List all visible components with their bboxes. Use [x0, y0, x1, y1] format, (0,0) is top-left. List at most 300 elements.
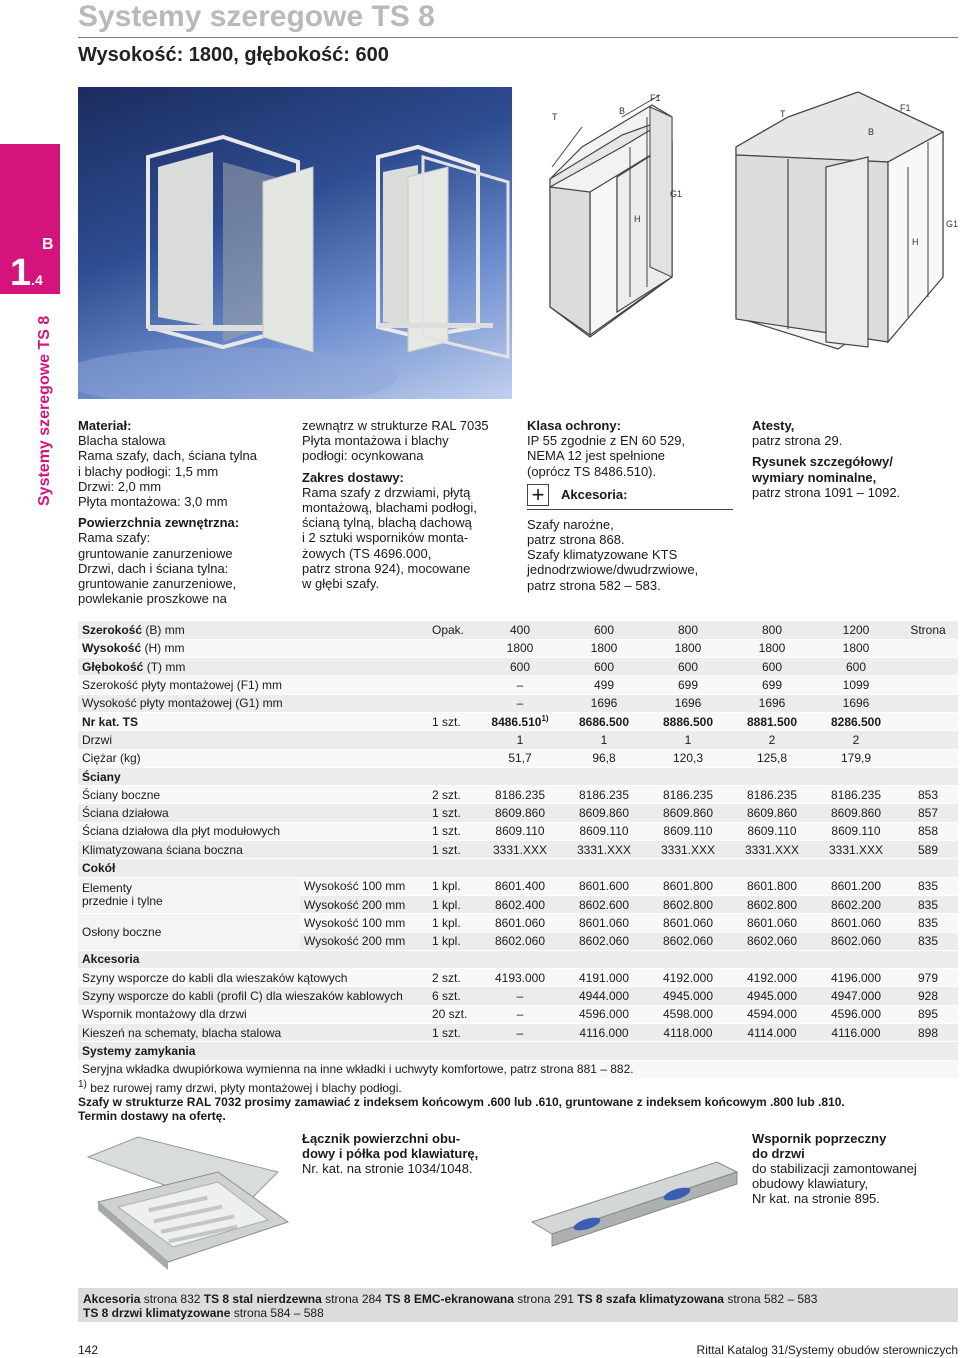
table-row: [78, 1060, 958, 1078]
protection-heading: Klasa ochrony:: [527, 418, 621, 433]
surface-heading: Powierzchnia zewnętrzna:: [78, 515, 240, 531]
text-line: dowy i półka pod klawiaturę,: [302, 1146, 479, 1161]
value-cell: 8609.860: [478, 804, 562, 822]
surface-lines: [78, 530, 293, 606]
page-subtitle: Wysokość: 1800, głębokość: 600: [78, 44, 389, 66]
protection-column: [527, 418, 742, 593]
value-cell: 699: [730, 676, 814, 694]
page-ref: 857: [898, 804, 958, 822]
value-cell: 600: [562, 621, 646, 639]
value-cell: 8609.110: [562, 822, 646, 840]
text-line: patrz strona 924), mocowane: [302, 560, 471, 576]
row-label-text: Ciężar (kg): [82, 751, 141, 766]
row-label: [78, 658, 428, 676]
text-line: Rama szafy, dach, ściana tylna: [78, 448, 257, 464]
keyboard-shelf-caption: [302, 1131, 532, 1176]
group-label: [78, 914, 300, 951]
text-line: podłogi: ocynkowana: [302, 448, 424, 464]
value-cell: 8601.060: [562, 914, 646, 932]
accessories-heading-row: [527, 481, 742, 507]
single-door-drawing-svg: [522, 87, 722, 399]
value-cell: 600: [814, 658, 898, 676]
value-cell: 8602.060: [730, 932, 814, 950]
drawing-double-door: [728, 87, 958, 399]
row-label-text: Kieszeń na schematy, blacha stalowa: [82, 1025, 282, 1040]
label-t-2: T: [780, 109, 786, 119]
table-row: [78, 969, 958, 987]
value-cell: 8601.060: [646, 914, 730, 932]
row-label-text: Ściany boczne: [82, 787, 161, 802]
ref-kts-doors-page: strona 584 – 588: [230, 1306, 324, 1320]
value-cell: –: [478, 1005, 562, 1023]
group-label: [78, 877, 300, 914]
footnote-1-text: bez rurowej ramy drzwi, płyty montażowej i blachy podłogi.: [86, 1081, 402, 1095]
group-label-line: Elementy: [82, 881, 133, 896]
text-line: zewnątrz w strukturze RAL 7035: [302, 418, 489, 433]
value-cell: 8601.060: [814, 914, 898, 932]
page-ref: 835: [898, 914, 958, 932]
door-bracket-caption: [752, 1131, 958, 1206]
group-label-line: Osłony boczne: [82, 924, 162, 939]
keyboard-shelf-heading: [302, 1131, 532, 1161]
pack-unit: [428, 749, 478, 767]
value-cell: 4116.000: [814, 1024, 898, 1042]
value-cell: 8686.500: [562, 712, 646, 730]
value-cell: 4598.000: [646, 1005, 730, 1023]
value-cell: 4945.000: [646, 987, 730, 1005]
double-door-drawing-svg: [728, 87, 958, 399]
text-line: do stabilizacji zamontowanej: [752, 1161, 917, 1176]
label-f1-2: F1: [900, 103, 911, 113]
pack-unit: [428, 731, 478, 749]
row-label-bold: Wysokość: [82, 641, 142, 656]
page-ref: [898, 731, 958, 749]
table-row: [78, 786, 958, 804]
span-text: Seryjna wkładka dwupiórkowa wymienna na inne wkładki i uchwyty komfortowe, patrz strona 881 – 882.: [78, 1060, 958, 1078]
value-cell: 8601.060: [478, 914, 562, 932]
value-cell: 499: [562, 676, 646, 694]
row-label: [78, 712, 428, 730]
row-label: [78, 1005, 428, 1023]
text-line: NEMA 12 jest spełnione: [527, 448, 666, 464]
text-line: wymiary nominalne,: [752, 469, 877, 485]
product-photo: [78, 87, 512, 399]
text-line: powlekanie proszkowe na: [78, 591, 227, 607]
plus-icon: +: [527, 484, 549, 506]
value-cell: 4116.000: [562, 1024, 646, 1042]
cross-reference-box: [78, 1288, 958, 1322]
table-section-row: [78, 859, 958, 877]
value-cell: –: [478, 694, 562, 712]
row-label: [78, 1024, 428, 1042]
text-line: gruntowanie zanurzeniowe: [78, 545, 233, 561]
value-cell: 3331.XXX: [814, 841, 898, 859]
value-cell: 8602.060: [562, 932, 646, 950]
row-label-text: Szerokość płyty montażowej (F1) mm: [82, 678, 283, 693]
row-label-text: Klimatyzowana ściana boczna: [82, 842, 243, 857]
row-label: [78, 804, 428, 822]
row-label: [78, 822, 428, 840]
value-cell: 8602.800: [730, 895, 814, 913]
table-row: [78, 749, 958, 767]
value-cell: 1200: [814, 621, 898, 639]
title-rule: [78, 37, 958, 38]
row-label: [78, 841, 428, 859]
accessories-lines: [527, 517, 742, 593]
footnote-2: Szafy w strukturze RAL 7032 prosimy zamawiać z indeksem końcowym .600 lub .610, gruntowane z indeksem końcowym .800 lub .810.: [78, 1095, 845, 1109]
table-row: [78, 841, 958, 859]
value-cell: 800: [646, 621, 730, 639]
text-line: Płyta montażowa: 3,0 mm: [78, 494, 228, 510]
value-cell: 3331.XXX: [730, 841, 814, 859]
page-ref: 858: [898, 822, 958, 840]
value-cell: 3331.XXX: [478, 841, 562, 859]
pack-unit: 1 szt.: [428, 712, 478, 730]
door-bracket-illustration: [527, 1132, 741, 1272]
group-label-line: przednie i tylne: [82, 894, 163, 909]
chapter-number: [10, 252, 43, 295]
certs-column: [752, 418, 958, 500]
page-ref: [898, 658, 958, 676]
section-label: Systemy zamykania: [78, 1042, 958, 1060]
value-cell: 8609.110: [646, 822, 730, 840]
row-label-bold: Głębokość: [82, 659, 144, 674]
value-cell: 4192.000: [730, 969, 814, 987]
pack-unit: [428, 658, 478, 676]
table-row: [78, 877, 958, 895]
value-cell: 8609.110: [730, 822, 814, 840]
text-line: Rysunek szczegółowy/: [752, 454, 893, 470]
table-section-row: [78, 767, 958, 785]
value-cell: 8602.060: [646, 932, 730, 950]
drawing-heading: [752, 454, 958, 484]
row-label-text: Drzwi: [82, 732, 112, 747]
pack-unit: 1 kpl.: [428, 914, 478, 932]
value-cell: 3331.XXX: [562, 841, 646, 859]
value-cell: 8609.110: [478, 822, 562, 840]
pack-unit: 1 szt.: [428, 804, 478, 822]
table-row: [78, 731, 958, 749]
table-row: [78, 639, 958, 657]
value-cell: 4594.000: [730, 1005, 814, 1023]
page-ref: 895: [898, 1005, 958, 1023]
value-cell: 2: [814, 731, 898, 749]
value-cell: 1: [562, 731, 646, 749]
ref-page: strona 291: [513, 1292, 578, 1306]
value-cell: 2: [730, 731, 814, 749]
text-line: montażową, blachami podłogi,: [302, 500, 477, 516]
value-cell: 699: [646, 676, 730, 694]
table-row: [78, 822, 958, 840]
value-cell: 8602.400: [478, 895, 562, 913]
page-ref: 853: [898, 786, 958, 804]
ref-title: TS 8 stal nierdzewna: [203, 1292, 322, 1306]
accessories-heading: Akcesoria:: [561, 487, 628, 503]
row-label-bold: Szerokość: [82, 622, 143, 637]
page-ref: [898, 694, 958, 712]
text-line: patrz strona 582 – 583.: [527, 577, 661, 593]
text-line: Blacha stalowa: [78, 433, 166, 449]
ref-page: strona 832: [140, 1292, 204, 1306]
table-row: [78, 694, 958, 712]
text-line: w głębi szafy.: [302, 576, 380, 592]
value-cell: 600: [562, 658, 646, 676]
text-line: Łącznik powierzchni obu-: [302, 1131, 461, 1146]
value-cell: 1696: [730, 694, 814, 712]
pack-unit: 1 kpl.: [428, 877, 478, 895]
text-line: do drzwi: [752, 1146, 805, 1161]
value-cell: 8601.600: [562, 877, 646, 895]
row-label-text: (B) mm: [142, 622, 185, 637]
pack-unit: [428, 694, 478, 712]
value-cell: 8486.510$^{1)}$: [478, 712, 562, 730]
page-number: 142: [78, 1343, 99, 1357]
value-cell: 8609.860: [562, 804, 646, 822]
row-label-text: Ściana działowa: [82, 806, 169, 821]
text-line: obudowy klawiatury,: [752, 1176, 869, 1191]
value-cell: 8601.800: [646, 877, 730, 895]
value-cell: 120,3: [646, 749, 730, 767]
value-cell: 800: [730, 621, 814, 639]
row-label-text: Wysokość płyty montażowej (G1) mm: [82, 696, 283, 711]
ref-page: strona 284: [321, 1292, 386, 1306]
protection-lines: [527, 433, 742, 479]
value-cell: 4944.000: [562, 987, 646, 1005]
row-label-text: (T) mm: [143, 659, 186, 674]
pack-unit: 1 szt.: [428, 822, 478, 840]
value-cell: 1800: [478, 639, 562, 657]
cross-reference-line-2: [83, 1306, 953, 1320]
table-section-row: [78, 950, 958, 968]
value-cell: 125,8: [730, 749, 814, 767]
keyboard-shelf-line: Nr. kat. na stronie 1034/1048.: [302, 1161, 473, 1176]
value-cell: 8602.600: [562, 895, 646, 913]
spec-table-body: [78, 621, 958, 1078]
value-cell: 8602.060: [814, 932, 898, 950]
value-cell: 1: [478, 731, 562, 749]
pack-unit: 2 szt.: [428, 969, 478, 987]
value-cell: 3331.XXX: [646, 841, 730, 859]
pack-unit: 6 szt.: [428, 987, 478, 1005]
page-ref: Strona: [898, 621, 958, 639]
footnote-1: [78, 1078, 958, 1095]
value-cell: 600: [646, 658, 730, 676]
variant-label: Wysokość 200 mm: [300, 895, 428, 913]
pack-unit: 1 kpl.: [428, 932, 478, 950]
value-cell: 4191.000: [562, 969, 646, 987]
row-label: [78, 639, 428, 657]
text-line: Rama szafy:: [78, 530, 151, 546]
page-ref: 589: [898, 841, 958, 859]
label-b-2: B: [868, 127, 875, 137]
pack-unit: [428, 676, 478, 694]
footnote-3: Termin dostawy na ofertę.: [78, 1109, 226, 1123]
section-label: Akcesoria: [78, 950, 958, 968]
footnote-ref: 1): [541, 714, 549, 724]
certs-line: patrz strona 29.: [752, 433, 843, 449]
value-cell: 1696: [646, 694, 730, 712]
value-cell: 4945.000: [730, 987, 814, 1005]
pack-unit: [428, 639, 478, 657]
ref-page: strona 582 – 583: [723, 1292, 818, 1306]
value-cell: 4193.000: [478, 969, 562, 987]
text-line: Szafy narożne,: [527, 516, 614, 532]
text-line: ścianą tylną, blachą dachową: [302, 515, 472, 531]
text-line: jednodrzwiowe/dwudrzwiowe,: [527, 562, 699, 578]
row-label: [78, 987, 428, 1005]
table-row: [78, 621, 958, 639]
vertical-section-label: Systemy szeregowe TS 8: [36, 315, 53, 506]
page-ref: 835: [898, 877, 958, 895]
value-cell: 8602.200: [814, 895, 898, 913]
page-title: Systemy szeregowe TS 8: [78, 0, 435, 33]
label-g1: G1: [670, 189, 683, 199]
row-label: [78, 786, 428, 804]
pack-unit: Opak.: [428, 621, 478, 639]
page-ref: 979: [898, 969, 958, 987]
footnotes: [78, 1078, 958, 1123]
chapter-number-sub: .4: [31, 272, 43, 288]
row-label-text: Szyny wsporcze do kabli (profil C) dla wieszaków kablowych: [82, 989, 403, 1004]
finish-lines: [302, 418, 517, 464]
value-cell: 1099: [814, 676, 898, 694]
page-ref: [898, 639, 958, 657]
text-line: patrz strona 868.: [527, 532, 625, 548]
section-label: Cokół: [78, 859, 958, 877]
text-line: Szafy klimatyzowane KTS: [527, 547, 678, 563]
certs-heading: Atesty,: [752, 418, 795, 433]
value-cell: 51,7: [478, 749, 562, 767]
label-t: T: [552, 112, 558, 122]
catalog-name: Rittal Katalog 31/Systemy obudów sterowniczych: [696, 1343, 958, 1357]
text-line: żowych (TS 4696.000,: [302, 545, 432, 561]
label-h-2: H: [912, 237, 919, 247]
material-lines: [78, 433, 293, 509]
text-line: (oprócz TS 8486.510).: [527, 463, 657, 479]
material-column: [78, 418, 293, 606]
variant-label: Wysokość 100 mm: [300, 914, 428, 932]
value-cell: 1800: [562, 639, 646, 657]
label-h: H: [634, 214, 641, 224]
value-cell: 8609.860: [730, 804, 814, 822]
door-bracket-photo: [527, 1132, 741, 1272]
table-row: [78, 676, 958, 694]
text-line: Płyta montażowa i blachy: [302, 433, 449, 449]
text-line: Drzwi, dach i ściana tylna:: [78, 560, 229, 576]
scope-lines: [302, 485, 517, 591]
page-ref: 835: [898, 932, 958, 950]
row-label-text: Szyny wsporcze do kabli dla wieszaków kątowych: [82, 970, 348, 985]
table-row: [78, 987, 958, 1005]
value-cell: 600: [478, 658, 562, 676]
value-cell: 8881.500: [730, 712, 814, 730]
value-cell: 4196.000: [814, 969, 898, 987]
value-cell: 8186.235: [478, 786, 562, 804]
label-f1: F1: [650, 93, 661, 103]
value-cell: 8186.235: [646, 786, 730, 804]
value-cell: 600: [730, 658, 814, 676]
value-cell: 4192.000: [646, 969, 730, 987]
accessories-rule: [527, 509, 733, 510]
value-cell: 8186.235: [562, 786, 646, 804]
cross-reference-line-1: [83, 1292, 953, 1306]
value-cell: 1696: [562, 694, 646, 712]
value-cell: 8609.110: [814, 822, 898, 840]
ref-title: Akcesoria: [83, 1292, 141, 1306]
value-cell: 8609.860: [646, 804, 730, 822]
pack-unit: 20 szt.: [428, 1005, 478, 1023]
row-label: [78, 694, 428, 712]
value-cell: –: [478, 676, 562, 694]
label-b: B: [619, 106, 626, 116]
value-cell: 96,8: [562, 749, 646, 767]
ref-kts-doors: TS 8 drzwi klimatyzowane: [83, 1306, 231, 1320]
table-row: [78, 914, 958, 932]
chapter-number-main: 1: [10, 252, 32, 294]
value-cell: 8602.800: [646, 895, 730, 913]
text-line: gruntowanie zanurzeniowe,: [78, 576, 237, 592]
finish-column: [302, 418, 517, 591]
spec-table: [78, 621, 958, 1079]
page-ref: [898, 712, 958, 730]
table-row: [78, 712, 958, 730]
drawing-line: patrz strona 1091 – 1092.: [752, 484, 901, 500]
ref-title: TS 8 szafa klimatyzowana: [577, 1292, 724, 1306]
scope-heading: Zakres dostawy:: [302, 469, 404, 485]
value-cell: 8186.235: [814, 786, 898, 804]
value-cell: 1: [646, 731, 730, 749]
row-label-bold: Nr kat. TS: [82, 714, 139, 729]
chapter-letter: B: [42, 236, 54, 253]
pack-unit: 1 szt.: [428, 1024, 478, 1042]
value-cell: 4114.000: [730, 1024, 814, 1042]
text-line: Rama szafy z drzwiami, płytą: [302, 484, 471, 500]
value-cell: 4596.000: [814, 1005, 898, 1023]
value-cell: 8601.800: [730, 877, 814, 895]
text-line: i 2 sztuki wsporników monta-: [302, 530, 469, 546]
page-ref: 898: [898, 1024, 958, 1042]
page-ref: 928: [898, 987, 958, 1005]
label-g1-2: G1: [946, 219, 958, 229]
value-cell: –: [478, 1024, 562, 1042]
cabinet-photo-illustration: [78, 87, 512, 399]
row-label-text: Wspornik montażowy dla drzwi: [82, 1007, 247, 1022]
value-cell: 8601.200: [814, 877, 898, 895]
value-cell: 8601.060: [730, 914, 814, 932]
row-label: [78, 621, 428, 639]
row-label: [78, 676, 428, 694]
value-cell: 4118.000: [646, 1024, 730, 1042]
table-row: [78, 1005, 958, 1023]
table-row: [78, 804, 958, 822]
footnote-mark: 1): [78, 1079, 87, 1090]
table-row: [78, 658, 958, 676]
text-line: IP 55 zgodnie z EN 60 529,: [527, 433, 686, 449]
value-cell: 400: [478, 621, 562, 639]
variant-label: Wysokość 100 mm: [300, 877, 428, 895]
material-heading: Materiał:: [78, 418, 132, 433]
table-row: [78, 1024, 958, 1042]
pack-unit: 1 szt.: [428, 841, 478, 859]
value-cell: 8186.235: [730, 786, 814, 804]
pack-unit: 2 szt.: [428, 786, 478, 804]
value-cell: 8601.400: [478, 877, 562, 895]
text-line: Drzwi: 2,0 mm: [78, 478, 162, 494]
door-bracket-lines: [752, 1161, 958, 1206]
row-label-text: (H) mm: [141, 641, 185, 656]
value-cell: 1800: [730, 639, 814, 657]
value-cell: 4596.000: [562, 1005, 646, 1023]
